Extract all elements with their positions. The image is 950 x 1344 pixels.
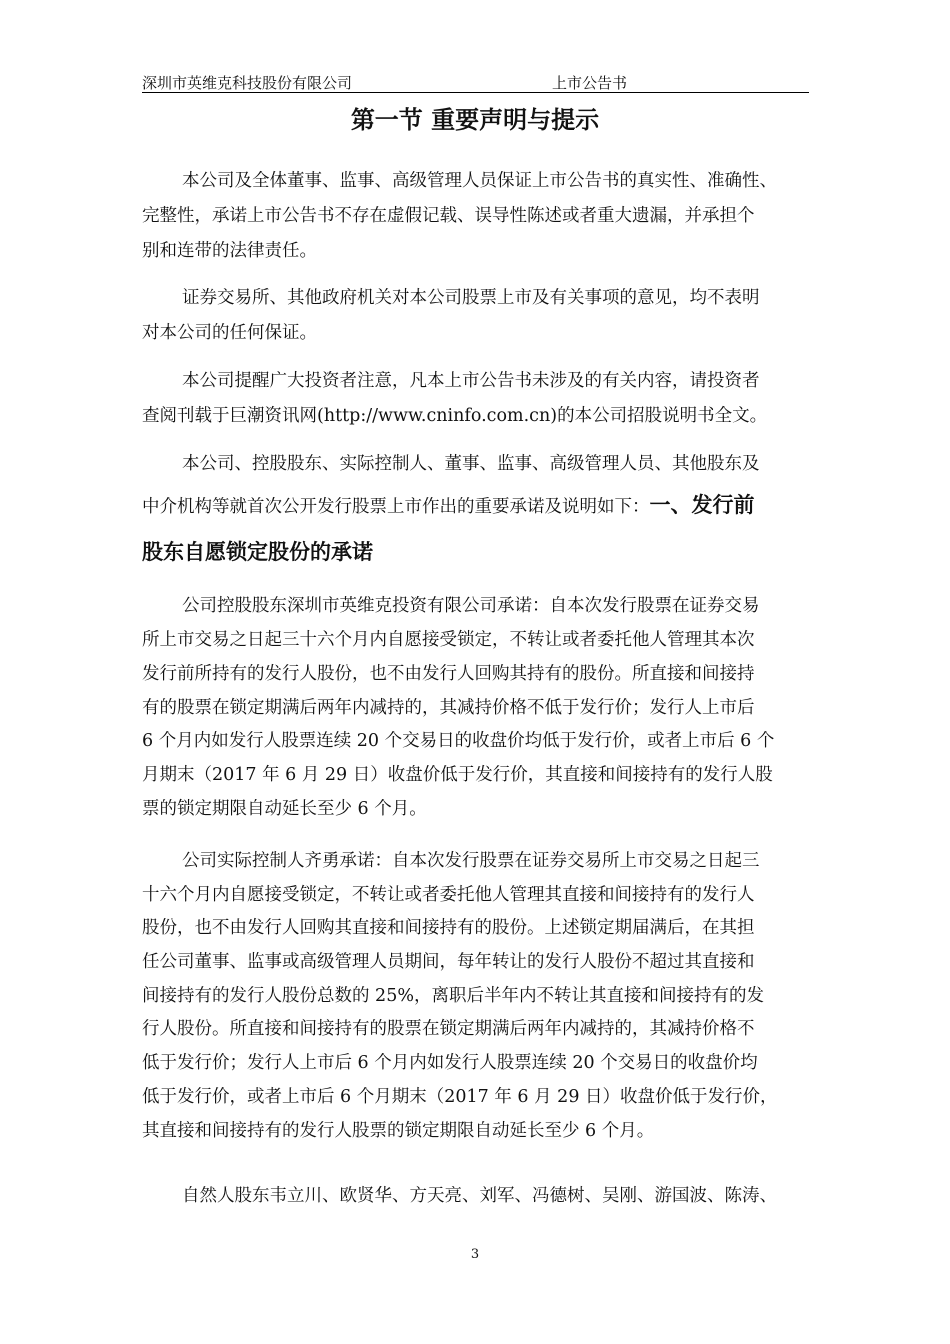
text-line: [142, 489, 755, 519]
section-title: 第一节 重要声明与提示: [350, 106, 600, 134]
text-line: 公司实际控制人齐勇承诺：自本次发行股票在证券交易所上市交易之日起三: [182, 851, 760, 871]
page-header-company: 深圳市英维克科技股份有限公司: [142, 74, 353, 92]
text-line: 十六个月内自愿接受锁定，不转让或者委托他人管理其直接和间接持有的发行人: [142, 885, 755, 905]
text-line: 公司控股股东深圳市英维克投资有限公司承诺：自本次发行股票在证券交易: [182, 596, 760, 616]
text-line: 本公司及全体董事、监事、高级管理人员保证上市公告书的真实性、准确性、: [182, 171, 777, 191]
text-line: 任公司董事、监事或高级管理人员期间，每年转让的发行人股份不超过其直接和: [142, 952, 755, 972]
text-line: 有的股票在锁定期满后两年内减持的，其减持价格不低于发行价；发行人上市后: [142, 698, 755, 718]
text-line: 完整性，承诺上市公告书不存在虚假记载、误导性陈述或者重大遗漏，并承担个: [142, 206, 755, 226]
text-line: 行人股份。所直接和间接持有的股票在锁定期满后两年内减持的，其减持价格不: [142, 1019, 755, 1039]
subsection-heading-start: 一、发行前: [649, 493, 755, 517]
page-number: 3: [470, 1247, 480, 1262]
text-line: 本公司、控股股东、实际控制人、董事、监事、高级管理人员、其他股东及: [182, 454, 760, 474]
text-line: 发行前所持有的发行人股份，也不由发行人回购其持有的股份。所直接和间接持: [142, 664, 755, 684]
text-line-body: 中介机构等就首次公开发行股票上市作出的重要承诺及说明如下：: [142, 497, 650, 517]
text-line: 票的锁定期限自动延长至少 6 个月。: [142, 799, 427, 819]
subsection-heading-end: 股东自愿锁定股份的承诺: [142, 540, 373, 564]
text-line: 别和连带的法律责任。: [142, 241, 317, 261]
text-line: 本公司提醒广大投资者注意，凡本上市公告书未涉及的有关内容，请投资者: [182, 371, 760, 391]
text-line: 低于发行价；发行人上市后 6 个月内如发行人股票连续 20 个交易日的收盘价均: [142, 1053, 758, 1073]
text-line: 证券交易所、其他政府机关对本公司股票上市及有关事项的意见，均不表明: [182, 288, 760, 308]
text-line: 所上市交易之日起三十六个月内自愿接受锁定，不转让或者委托他人管理其本次: [142, 630, 755, 650]
text-line: 低于发行价，或者上市后 6 个月期末（2017 年 6 月 29 日）收盘价低于发行价，: [142, 1087, 778, 1107]
text-line: 自然人股东韦立川、欧贤华、方天亮、刘军、冯德树、吴刚、游国波、陈涛、: [182, 1186, 777, 1206]
text-line: 对本公司的任何保证。: [142, 323, 317, 343]
text-line: 间接持有的发行人股份总数的 25%，离职后半年内不转让其直接和间接持有的发: [142, 986, 764, 1006]
text-line: 6 个月内如发行人股票连续 20 个交易日的收盘价均低于发行价，或者上市后 6 个: [142, 731, 775, 751]
text-line: 股份，也不由发行人回购其直接和间接持有的股份。上述锁定期届满后，在其担: [142, 918, 755, 938]
header-rule: [142, 92, 809, 93]
text-line: 月期末（2017 年 6 月 29 日）收盘价低于发行价，其直接和间接持有的发行人股: [142, 765, 773, 785]
text-line: 其直接和间接持有的发行人股票的锁定期限自动延长至少 6 个月。: [142, 1121, 655, 1141]
text-line: 查阅刊载于巨潮资讯网(http://www.cninfo.com.cn)的本公司招股说明书全文。: [142, 406, 768, 426]
page-header-doc-type: 上市公告书: [552, 74, 628, 92]
